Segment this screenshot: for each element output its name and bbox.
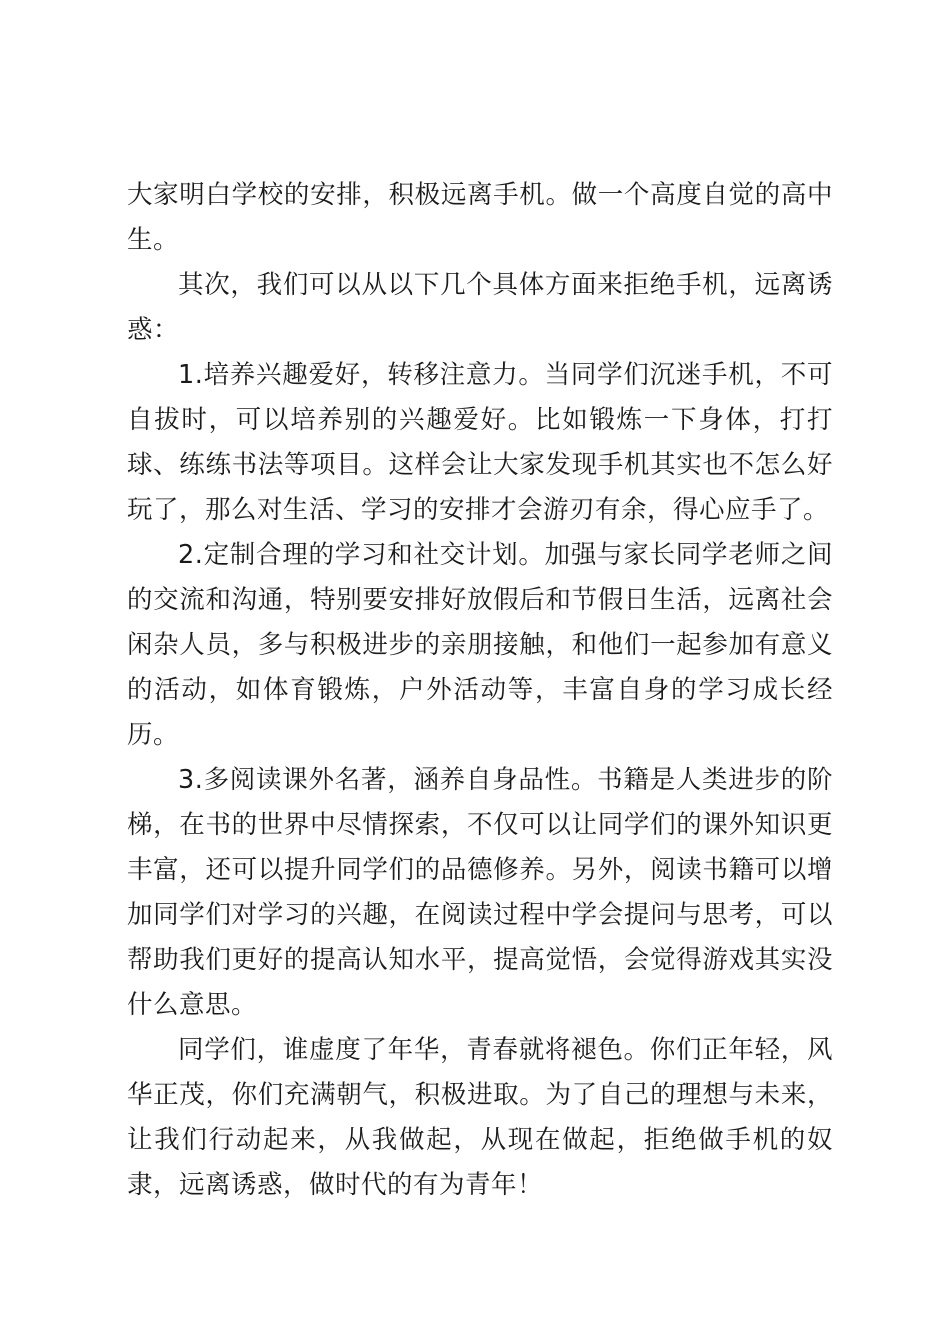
paragraph-conclusion: 同学们，谁虚度了年华，青春就将褪色。你们正年轻，风华正茂，你们充满朝气，积极进取。为了自己的理想与未来，让我们行动起来，从我做起，从现在做起，拒绝做手机的奴隶，远离诱惑，做时代的有为青年！ [127,1035,833,1200]
paragraph-continuation: 大家明白学校的安排，积极远离手机。做一个高度自觉的高中生。 [127,180,833,255]
paragraph-point-2: 2.定制合理的学习和社交计划。加强与家长同学老师之间的交流和沟通，特别要安排好放假后和节假日生活，远离社会闲杂人员，多与积极进步的亲朋接触，和他们一起参加有意义的活动，如体育锻炼，户外活动等，丰富自身的学习成长经历。 [127,540,833,750]
paragraph-intro: 其次，我们可以从以下几个具体方面来拒绝手机，远离诱惑： [127,270,833,345]
paragraph-point-1: 1.培养兴趣爱好，转移注意力。当同学们沉迷手机，不可自拔时，可以培养别的兴趣爱好。比如锻炼一下身体，打打球、练练书法等项目。这样会让大家发现手机其实也不怎么好玩了，那么对生活、学习的安排才会游刃有余，得心应手了。 [127,360,833,525]
document-body [127,173,833,1208]
paragraph-point-3: 3.多阅读课外名著，涵养自身品性。书籍是人类进步的阶梯，在书的世界中尽情探索，不仅可以让同学们的课外知识更丰富，还可以提升同学们的品德修养。另外，阅读书籍可以增加同学们对学习的兴趣，在阅读过程中学会提问与思考，可以帮助我们更好的提高认知水平，提高觉悟，会觉得游戏其实没什么意思。 [127,765,833,1020]
